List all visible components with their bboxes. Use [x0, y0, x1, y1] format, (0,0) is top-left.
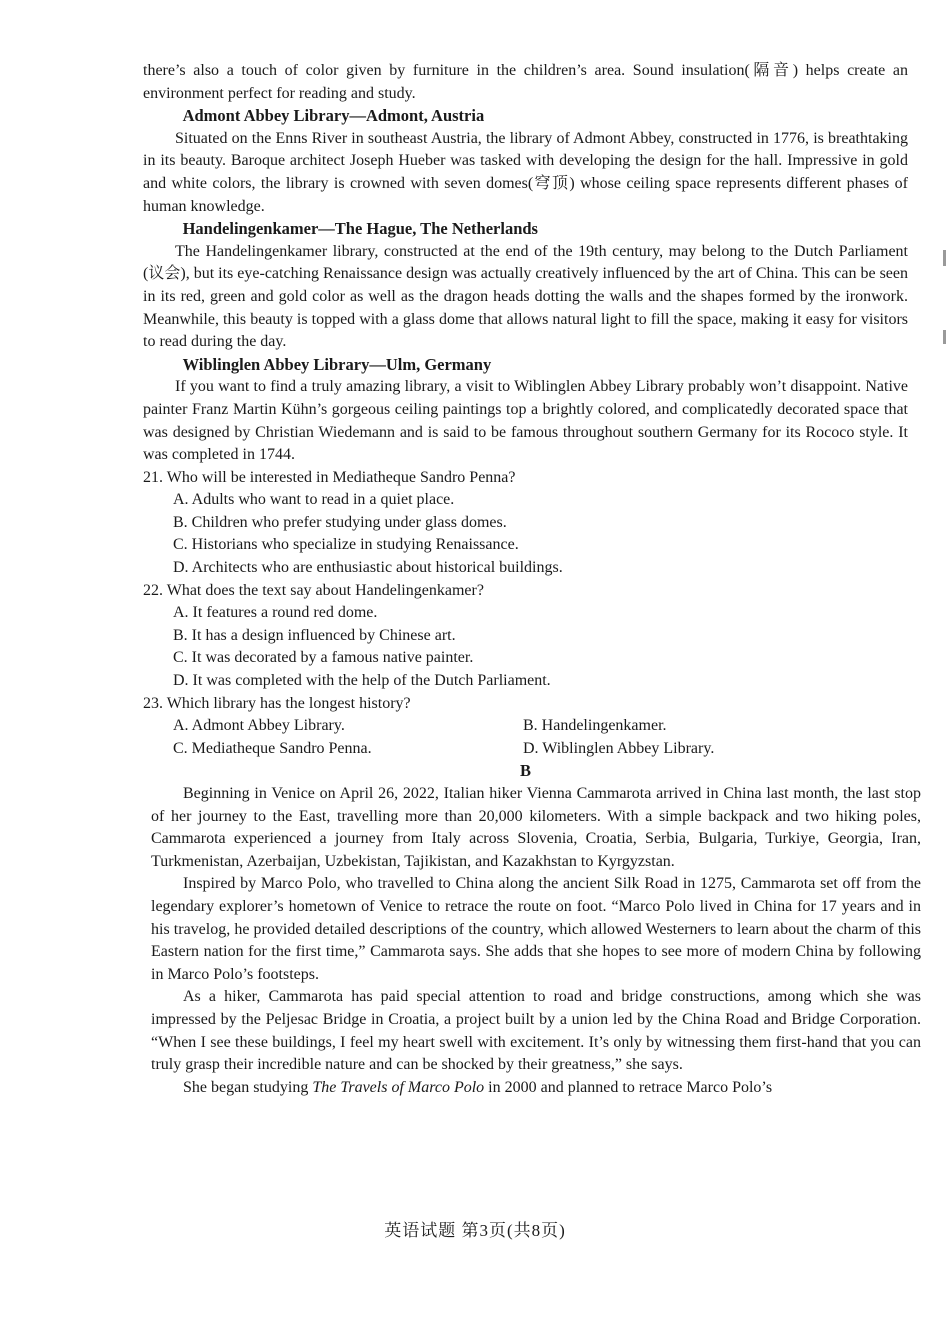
option-c: C. Historians who specialize in studying Renaissance.	[173, 536, 519, 554]
page-footer: 英语试题 第3页(共8页)	[384, 1221, 566, 1240]
question-stem: 23. Which library has the longest history?	[143, 694, 411, 712]
question-22	[143, 580, 908, 693]
option-a: A. It features a round red dome.	[173, 604, 378, 622]
question-23	[143, 693, 908, 761]
option-c: C. It was decorated by a famous native painter.	[173, 649, 474, 667]
passage-b-paragraph: Beginning in Venice on April 26, 2022, Italian hiker Vienna Cammarota arrived in China last month, the last stop of her journey to the East, travelling more than 20,000 kilometers. With a simple backpack and two hiking poles, Cammarota experienced a journey from Italy across Slovenia, Croatia, Serbia, Bulgaria, Turkiye, Georgia, Iran, Turkmenistan, Azerbaijan, Uzbekistan, Tajikistan, and Kazakhstan to Kyrgyzstan.	[151, 785, 921, 870]
book-title: The Travels of Marco Polo	[312, 1078, 485, 1096]
passage-b-last-paragraph	[151, 1077, 921, 1100]
question-stem: 21. Who will be interested in Mediatheque Sandro Penna?	[143, 468, 516, 486]
reading-section-b	[151, 783, 921, 1099]
question-stem: 22. What does the text say about Handelingenkamer?	[143, 581, 484, 599]
library-heading-wiblinglen: Wiblinglen Abbey Library—Ulm, Germany	[182, 354, 492, 374]
text-segment: in 2000 and planned to retrace Marco Polo’s	[484, 1078, 773, 1096]
library-text-admont: Situated on the Enns River in southeast Austria, the library of Admont Abbey, constructed in 1776, is breathtaking in its beauty. Baroque architect Joseph Hueber was tasked with developing the design for the hall. Impressive in gold and white colors, the library is crowned with seven domes(穹顶) whose ceiling space represents different phases of human knowledge.	[143, 129, 908, 215]
option-d: D. Wiblinglen Abbey Library.	[523, 739, 715, 757]
option-b: B. Handelingenkamer.	[523, 717, 667, 735]
passage-b-paragraph: As a hiker, Cammarota has paid special attention to road and bridge constructions, among which she was impressed by the Peljesac Bridge in Croatia, a project built by a union led by the China Road and Bridge Corporation. “When I see these buildings, I feel my heart swell with excitement. It’s only by witnessing them first-hand that you can truly grasp their incredible nature and can be shocked by their greatness,” she says.	[151, 988, 921, 1074]
scan-edge-mark	[943, 250, 946, 266]
option-a: A. Admont Abbey Library.	[173, 717, 345, 735]
option-b: B. It has a design influenced by Chinese art.	[173, 626, 456, 644]
option-c: C. Mediatheque Sandro Penna.	[173, 739, 372, 757]
library-text-wiblinglen: If you want to find a truly amazing library, a visit to Wiblinglen Abbey Library probably won’t disappoint. Native painter Franz Martin Kühn’s gorgeous ceiling paintings top a brightly colored, and complicatedly decorated space that was designed by Christian Wiedemann and is said to be famous throughout southern Germany for its Rococo style. It was completed in 1744.	[143, 378, 908, 464]
library-heading-admont: Admont Abbey Library—Admont, Austria	[182, 106, 485, 126]
reading-section-a	[143, 60, 908, 783]
option-d: D. Architects who are enthusiastic about historical buildings.	[173, 559, 563, 577]
option-b: B. Children who prefer studying under glass domes.	[173, 513, 507, 531]
text-segment: She began studying	[183, 1078, 313, 1096]
library-heading-handelingenkamer: Handelingenkamer—The Hague, The Netherlands	[182, 219, 538, 239]
library-text-handelingenkamer: The Handelingenkamer library, constructed at the end of the 19th century, may belong to the Dutch Parliament (议会), but its eye-catching Renaissance design was actually creatively influenced by the art of China. This can be seen in its red, green and gold color as well as the dragon heads dotting the walls and the shapes formed by the ironwork. Meanwhile, this beauty is topped with a glass dome that allows natural light to fill the space, making it easy for visitors to read during the day.	[143, 242, 908, 351]
part-b-label: B	[519, 761, 531, 781]
question-21	[143, 467, 908, 580]
passage-b-paragraph: Inspired by Marco Polo, who travelled to China along the ancient Silk Road in 1275, Cammarota set off from the legendary explorer’s hometown of Venice to retrace the route on foot. “Marco Polo lived in China for 17 years and in his travelog, he provided detailed descriptions of the country, which allowed Westerners to learn about the charm of this Eastern nation for the first time,” Cammarota says. She adds that she hopes to see more of modern China by following in Marco Polo’s footsteps.	[151, 875, 921, 983]
options-grid	[143, 715, 908, 760]
scan-edge-mark	[943, 330, 946, 344]
option-a: A. Adults who want to read in a quiet place.	[173, 491, 455, 509]
option-d: D. It was completed with the help of the Dutch Parliament.	[173, 672, 551, 690]
intro-continuation: there’s also a touch of color given by furniture in the children’s area. Sound insulation(隔音) helps create an environment perfect for reading and study.	[143, 62, 908, 102]
